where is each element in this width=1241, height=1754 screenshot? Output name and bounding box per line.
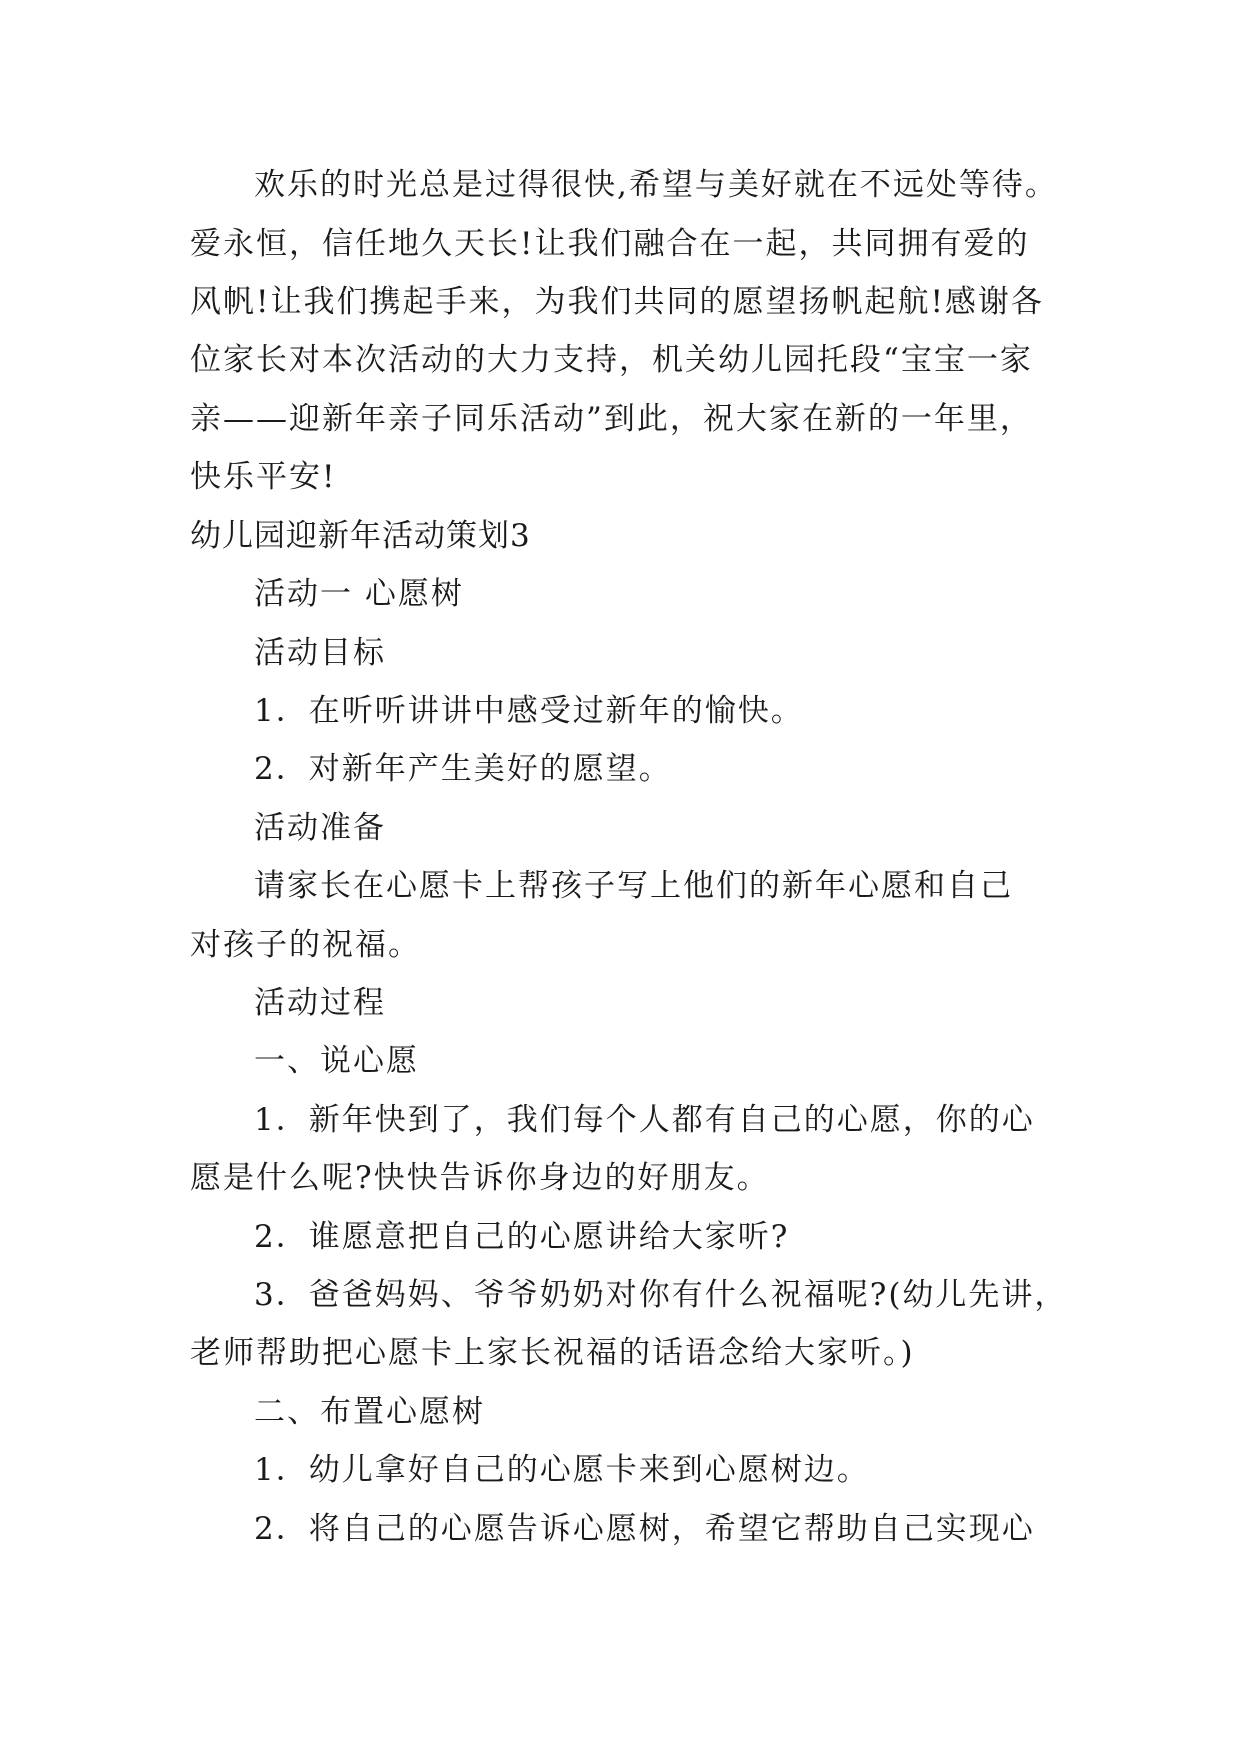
list-item: 3．爸爸妈妈、爷爷奶奶对你有什么祝福呢?(幼儿先讲，	[254, 1277, 1068, 1313]
list-item: 2．将自己的心愿告诉心愿树，希望它帮助自己实现心	[254, 1511, 1035, 1547]
section-title: 幼儿园迎新年活动策划3	[190, 518, 531, 554]
paragraph-line: 位家长对本次活动的大力支持，机关幼儿园托段“宝宝一家	[190, 342, 1033, 378]
list-item: 2．对新年产生美好的愿望。	[254, 751, 672, 787]
paragraph-line: 欢乐的时光总是过得很快,希望与美好就在不远处等待。	[254, 167, 1058, 203]
subheading-tree: 二、布置心愿树	[254, 1394, 485, 1430]
paragraph-line: 请家长在心愿卡上帮孩子写上他们的新年心愿和自己	[254, 868, 1013, 904]
list-item: 1．新年快到了，我们每个人都有自己的心愿，你的心	[254, 1102, 1035, 1138]
subheading-wish: 一、说心愿	[254, 1043, 419, 1079]
paragraph-line: 风帆!让我们携起手来，为我们共同的愿望扬帆起航!感谢各	[190, 284, 1044, 320]
subheading-process: 活动过程	[254, 985, 386, 1021]
paragraph-line: 快乐平安!	[190, 459, 337, 495]
paragraph-line: 愿是什么呢?快快告诉你身边的好朋友。	[190, 1160, 770, 1196]
list-item: 1．幼儿拿好自己的心愿卡来到心愿树边。	[254, 1452, 870, 1488]
paragraph-line: 亲——迎新年亲子同乐活动”到此，祝大家在新的一年里，	[190, 401, 1033, 437]
paragraph-line: 爱永恒，信任地久天长!让我们融合在一起，共同拥有爱的	[190, 226, 1030, 262]
subheading-preparation: 活动准备	[254, 810, 386, 846]
activity-heading: 活动一 心愿树	[254, 576, 464, 612]
list-item: 1．在听听讲讲中感受过新年的愉快。	[254, 693, 804, 729]
list-item: 2．谁愿意把自己的心愿讲给大家听?	[254, 1219, 790, 1255]
subheading-goals: 活动目标	[254, 635, 386, 671]
paragraph-line: 对孩子的祝福。	[190, 927, 421, 963]
paragraph-line: 老师帮助把心愿卡上家长祝福的话语念给大家听。)	[190, 1335, 915, 1371]
